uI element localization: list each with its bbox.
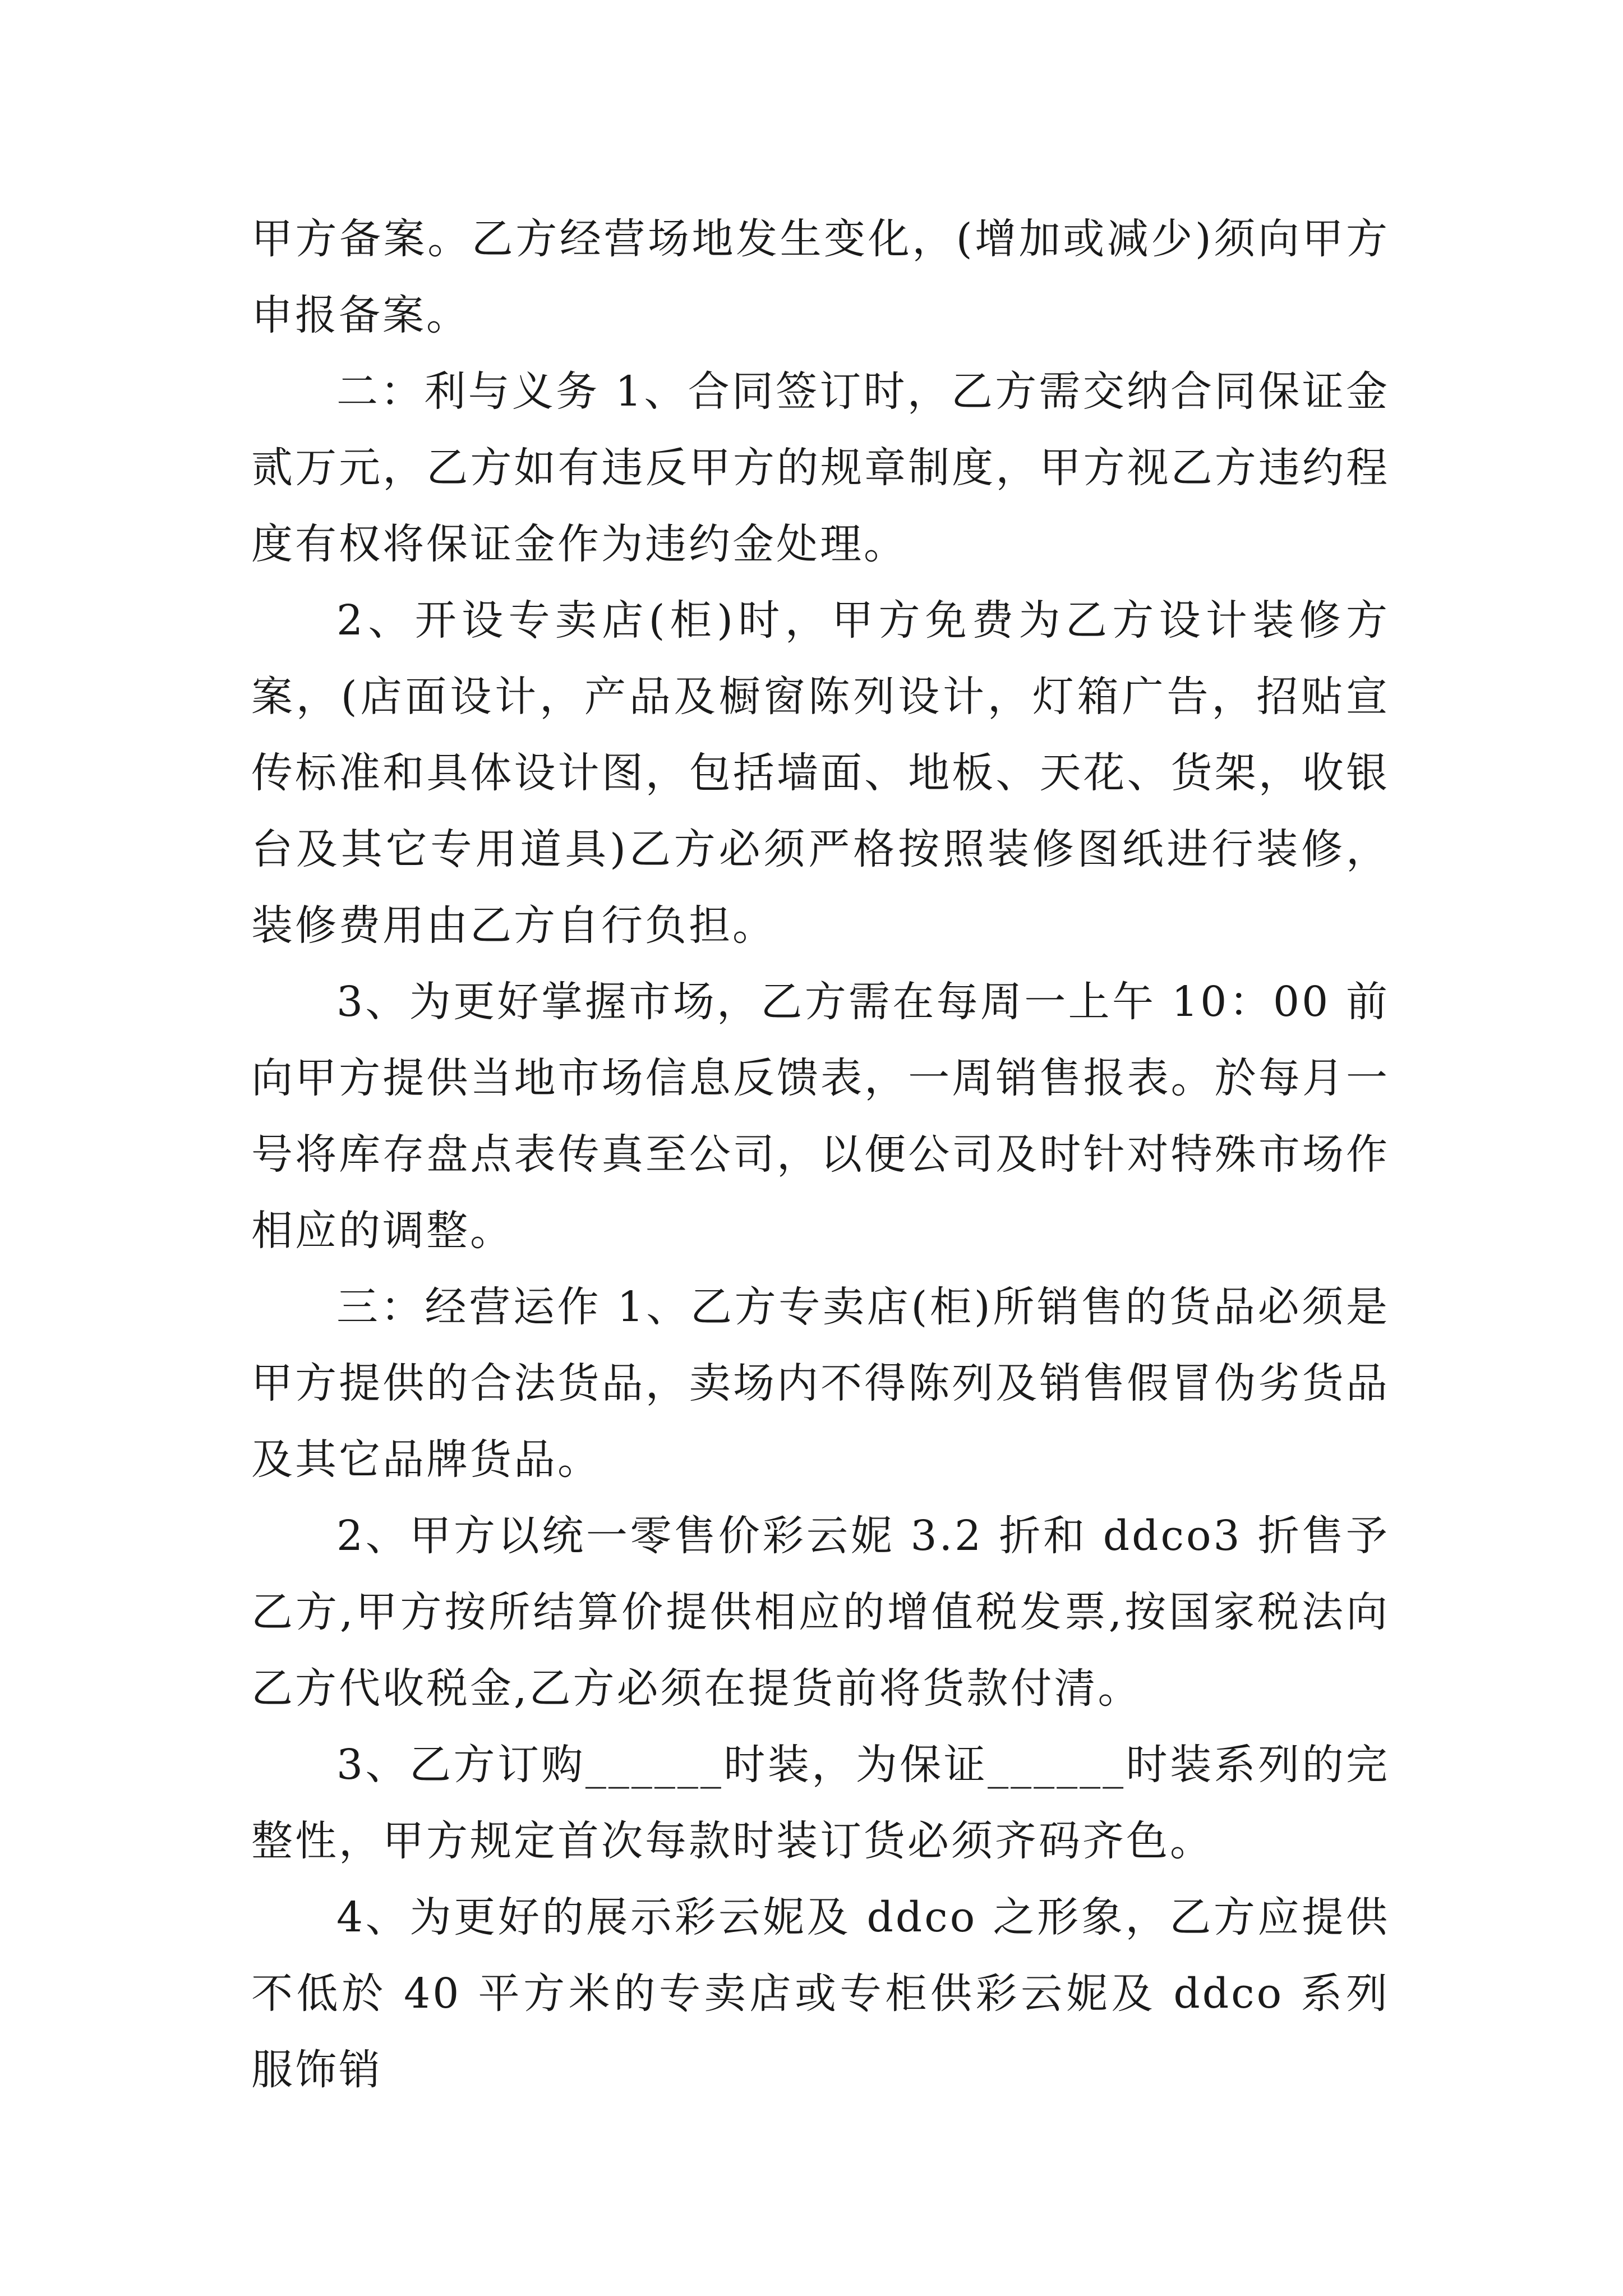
paragraph-4: 3、为更好掌握市场，乙方需在每周一上午 10：00 前向甲方提供当地市场信息反馈表，一周销售报表。於每月一号将库存盘点表传真至公司，以便公司及时针对特殊市场作相应的调整。 bbox=[251, 978, 1390, 1255]
paragraph-6: 2、甲方以统一零售价彩云妮 3.2 折和 ddco3 折售予乙方,甲方按所结算价提供相应的增值税发票,按国家税法向乙方代收税金,乙方必须在提货前将货款付清。 bbox=[251, 1512, 1390, 1713]
paragraph-3: 2、开设专卖店(柜)时，甲方免费为乙方设计装修方案，(店面设计，产品及橱窗陈列设计，灯箱广告，招贴宣传标准和具体设计图，包括墙面、地板、天花、货架，收银台及其它专用道具)乙方必须严格按照装修图纸进行装修，装修费用由乙方自行负担。 bbox=[251, 596, 1390, 950]
paragraph-2: 二：利与义务 1、合同签订时，乙方需交纳合同保证金贰万元，乙方如有违反甲方的规章制度，甲方视乙方违约程度有权将保证金作为违约金处理。 bbox=[251, 367, 1390, 568]
paragraph-1: 甲方备案。乙方经营场地发生变化，(增加或减少)须向甲方申报备案。 bbox=[251, 215, 1390, 339]
paragraph-8: 4、为更好的展示彩云妮及 ddco 之形象，乙方应提供不低於 40 平方米的专卖店或专柜供彩云妮及 ddco 系列服饰销 bbox=[251, 1893, 1390, 2094]
paragraph-7: 3、乙方订购______时装，为保证______时装系列的完整性，甲方规定首次每款时装订货必须齐码齐色。 bbox=[251, 1741, 1390, 1865]
document-page bbox=[251, 201, 1390, 2108]
paragraph-5: 三：经营运作 1、乙方专卖店(柜)所销售的货品必须是甲方提供的合法货品，卖场内不得陈列及销售假冒伪劣货品及其它品牌货品。 bbox=[251, 1283, 1390, 1484]
